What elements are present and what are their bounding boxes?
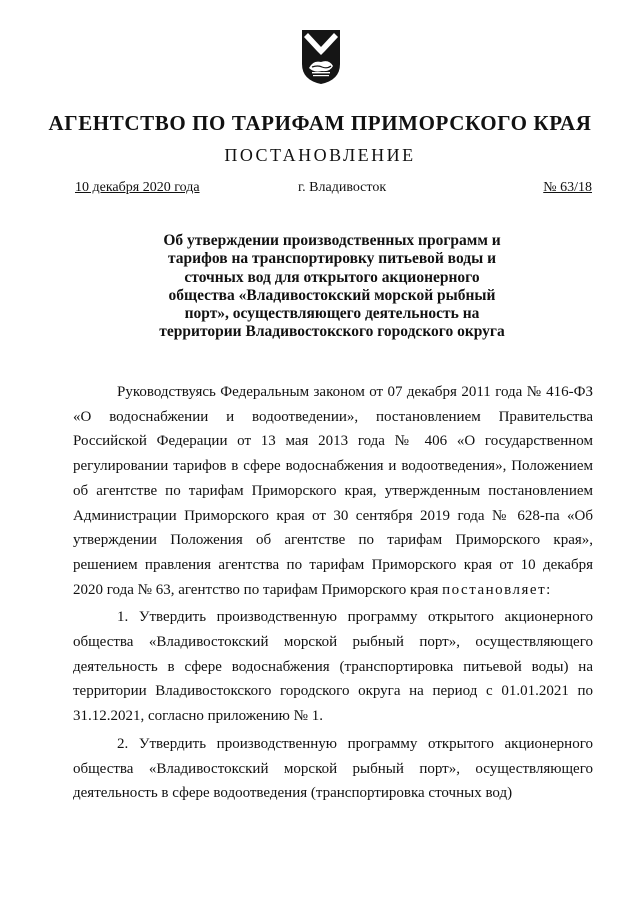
document-title: Об утверждении производственных программ и тарифов на транспортировку питьевой воды и сточных вод для открытого акционерного общества «Владивостокский морской рыбный порт», осуществляющего деятельность на территории Владивостокского городского округа: [159, 232, 505, 341]
clause-2: 2. Утвердить производственную программу открытого акционерного общества «Владивостокский морской рыбный порт», осуществляющего деятельность в сфере водоотведения (транспортировка сточных вод): [73, 735, 593, 802]
preamble-end: :: [546, 581, 551, 598]
clause-1: 1. Утвердить производственную программу открытого акционерного общества «Владивостокский морской рыбный порт», осуществляющего деятельность в сфере водоснабжения (транспортировка питьевой воды) на территории Владивостокского городского округа на период с 01.01.2021 по 31.12.2021, согласно приложению № 1.: [73, 609, 593, 725]
document-date: 10 декабря 2020 года: [75, 180, 200, 195]
document-body: [73, 380, 593, 806]
preamble-text: Руководствуясь Федеральным законом от 07 декабря 2011 года № 416-ФЗ «О водоснабжении и водоотведении», постановлением Правительства Российской Федерации от 13 мая 2013 года № 406 «О государственном регулировании тарифов в сфере водоснабжения и водоотведения», Положением об агентстве по тарифам Приморского края, утвержденным постановлением Администрации Приморского края от 30 сентября 2019 года № 628-па «Об утверждении Положения об агентстве по тарифам Приморского края», решением правления агентства по тарифам Приморского края от 10 декабря 2020 года № 63, агентство по тарифам Приморского края: [73, 384, 593, 598]
document-city: г. Владивосток: [298, 180, 387, 195]
resolution-verb: постановляет: [442, 581, 547, 598]
document-number: № 63/18: [543, 180, 592, 195]
document-type: ПОСТАНОВЛЕНИЕ: [224, 145, 416, 165]
coat-of-arms-icon: [300, 28, 342, 86]
agency-name: АГЕНТСТВО ПО ТАРИФАМ ПРИМОРСКОГО КРАЯ: [48, 111, 592, 135]
preamble-paragraph: [73, 380, 593, 602]
